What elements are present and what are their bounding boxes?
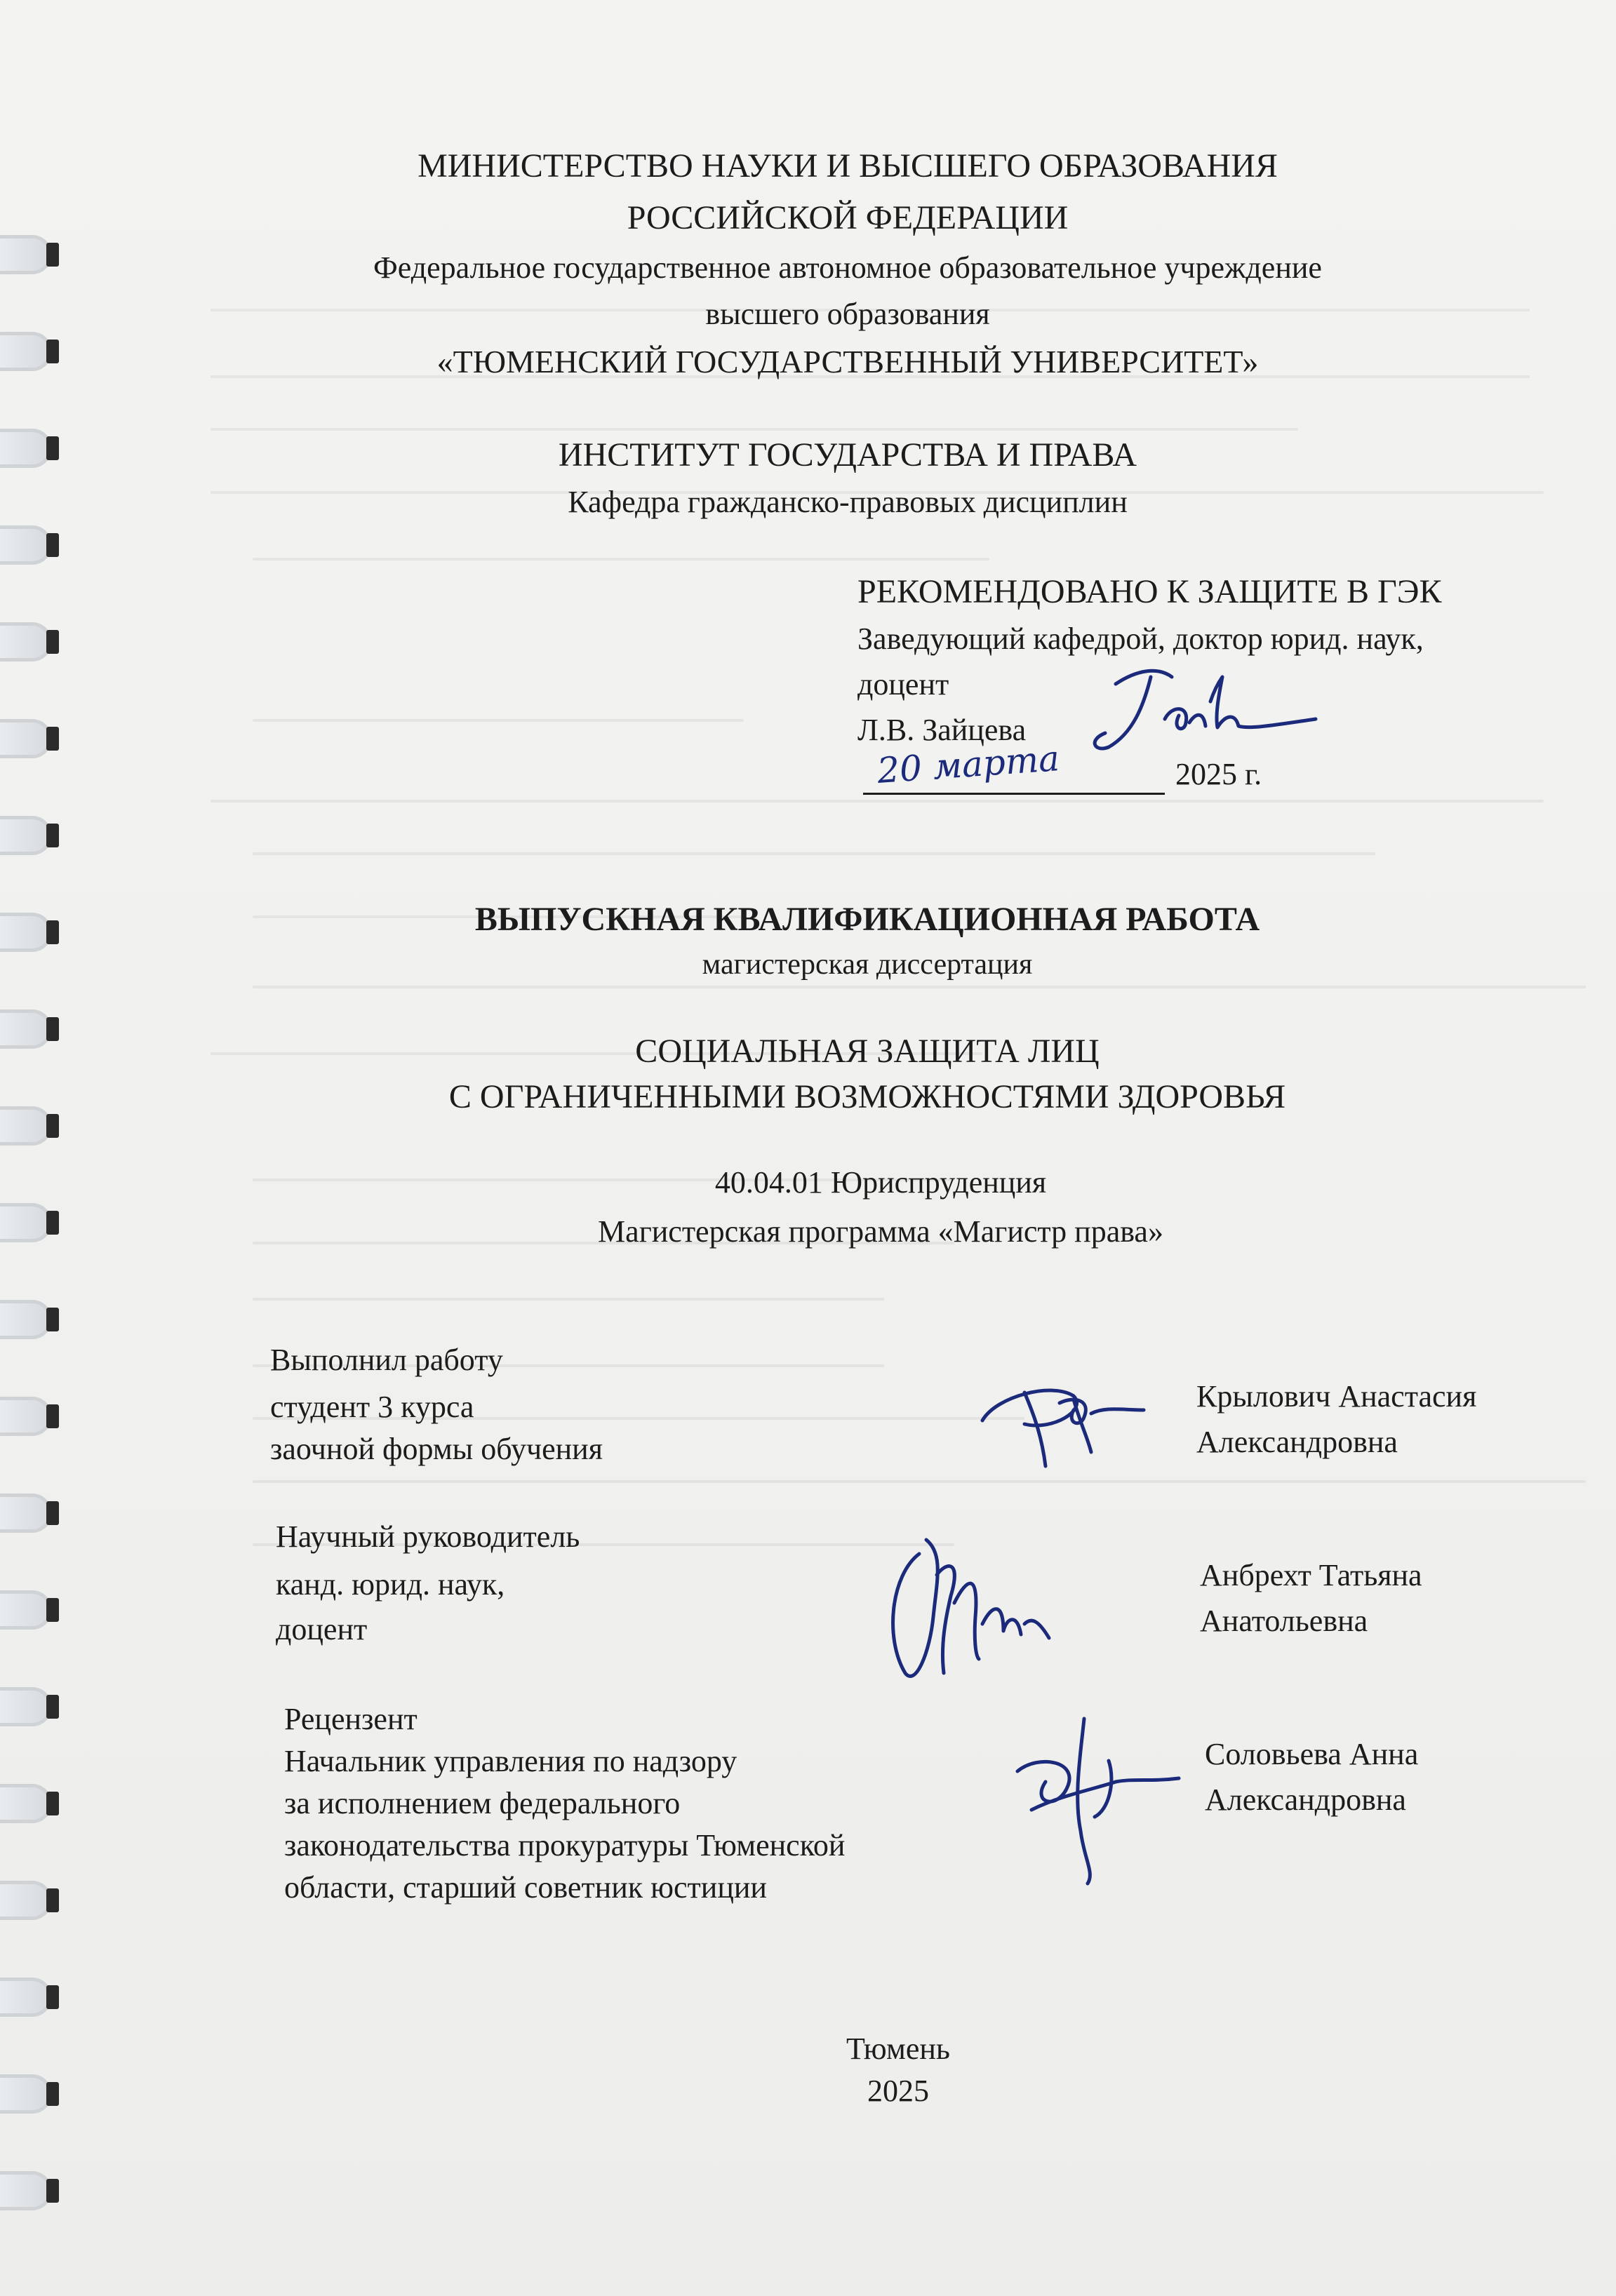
binding-hole [46,340,59,363]
binding-hole [46,1017,59,1041]
supervisor-role-line-1: Научный руководитель [276,1519,580,1554]
binding-ring [0,1009,52,1049]
footer-year: 2025 [867,2074,929,2108]
university-name: «ТЮМЕНСКИЙ ГОСУДАРСТВЕННЫЙ УНИВЕРСИТЕТ» [436,344,1259,380]
binding-hole [46,2179,59,2203]
binding-hole [46,533,59,557]
approval-position-line-2: доцент [857,667,949,701]
binding-ring [0,2171,52,2210]
institute-name: ИНСТИТУТ ГОСУДАРСТВА И ПРАВА [558,436,1137,474]
author-signature [968,1368,1151,1473]
binding-hole [46,1211,59,1235]
reviewer-name-line-1: Соловьева Анна [1205,1737,1419,1771]
reviewer-role-line-5: области, старший советник юстиции [284,1870,767,1905]
institution-line-2: высшего образования [705,297,990,331]
binding-ring [0,1784,52,1823]
supervisor-name-line-1: Анбрехт Татьяна [1200,1558,1422,1592]
binding-ring [0,429,52,468]
binding-ring [0,816,52,855]
binding-ring [0,622,52,662]
binding-hole [46,920,59,944]
binding-ring [0,332,52,371]
reviewer-role-line-1: Рецензент [284,1702,418,1736]
supervisor-signature [877,1533,1074,1694]
approval-date-handwritten: 20 марта [876,738,1061,791]
binding-hole [46,2082,59,2106]
approver-signature [1067,663,1319,761]
specialty-code: 40.04.01 Юриспруденция [714,1165,1047,1200]
binding-hole [46,630,59,654]
binding-hole [46,1404,59,1428]
supervisor-role-line-2: канд. юрид. наук, [276,1567,505,1602]
binding-ring [0,1590,52,1630]
binding-hole [46,824,59,847]
binding-hole [46,1598,59,1622]
ministry-line-1: МИНИСТЕРСТВО НАУКИ И ВЫСШЕГО ОБРАЗОВАНИЯ [418,147,1278,184]
binding-ring [0,1881,52,1920]
binding-hole [46,243,59,267]
binding-ring [0,525,52,565]
author-role-line-3: заочной формы обучения [270,1432,603,1466]
binding-hole [46,1501,59,1525]
binding-ring [0,1978,52,2017]
institution-line-1: Федеральное государственное автономное образовательное учреждение [373,250,1322,285]
binding-hole [46,1888,59,1912]
binding-hole [46,436,59,460]
binding-ring [0,1493,52,1533]
binding-hole [46,1308,59,1331]
footer-city: Тюмень [846,2032,950,2066]
reviewer-name-line-2: Александровна [1205,1783,1406,1817]
reviewer-role-line-2: Начальник управления по надзору [284,1744,737,1778]
supervisor-name-line-2: Анатольевна [1200,1604,1368,1638]
binding-ring [0,913,52,952]
binding-ring [0,1106,52,1146]
work-title-line-1: СОЦИАЛЬНАЯ ЗАЩИТА ЛИЦ [635,1033,1100,1070]
author-name-line-2: Александровна [1196,1425,1398,1459]
author-role-line-1: Выполнил работу [270,1343,503,1377]
binding-ring [0,719,52,758]
binding-ring [0,2074,52,2114]
reviewer-signature [1003,1712,1186,1887]
author-name-line-1: Крылович Анастасия [1196,1379,1477,1414]
author-role-line-2: студент 3 курса [270,1390,474,1424]
binding-hole [46,1985,59,2009]
ministry-line-2: РОССИЙСКОЙ ФЕДЕРАЦИИ [627,199,1069,236]
reviewer-role-line-3: за исполнением федерального [284,1786,681,1820]
approval-year: 2025 г. [1175,757,1262,791]
reviewer-role-line-4: законодательства прокуратуры Тюменской [284,1828,846,1862]
work-subtype: магистерская диссертация [702,948,1033,981]
binding-hole [46,727,59,751]
binding-hole [46,1114,59,1138]
work-type: ВЫПУСКНАЯ КВАЛИФИКАЦИОННАЯ РАБОТА [474,901,1260,938]
binding-hole [46,1792,59,1815]
binding-ring [0,1203,52,1242]
binding-ring [0,235,52,274]
supervisor-role-line-3: доцент [276,1612,368,1646]
binding-ring [0,1397,52,1436]
binding-ring [0,1687,52,1726]
department-name: Кафедра гражданско-правовых дисциплин [568,485,1128,519]
program-name: Магистерская программа «Магистр права» [598,1214,1163,1249]
approver-name: Л.В. Зайцева [857,713,1027,747]
binding-ring [0,1300,52,1339]
approval-title: РЕКОМЕНДОВАНО К ЗАЩИТЕ В ГЭК [857,573,1442,610]
approval-position-line-1: Заведующий кафедрой, доктор юрид. наук, [857,622,1424,656]
date-signature-line [863,793,1165,795]
binding-hole [46,1695,59,1719]
work-title-line-2: С ОГРАНИЧЕННЫМИ ВОЗМОЖНОСТЯМИ ЗДОРОВЬЯ [448,1078,1286,1115]
